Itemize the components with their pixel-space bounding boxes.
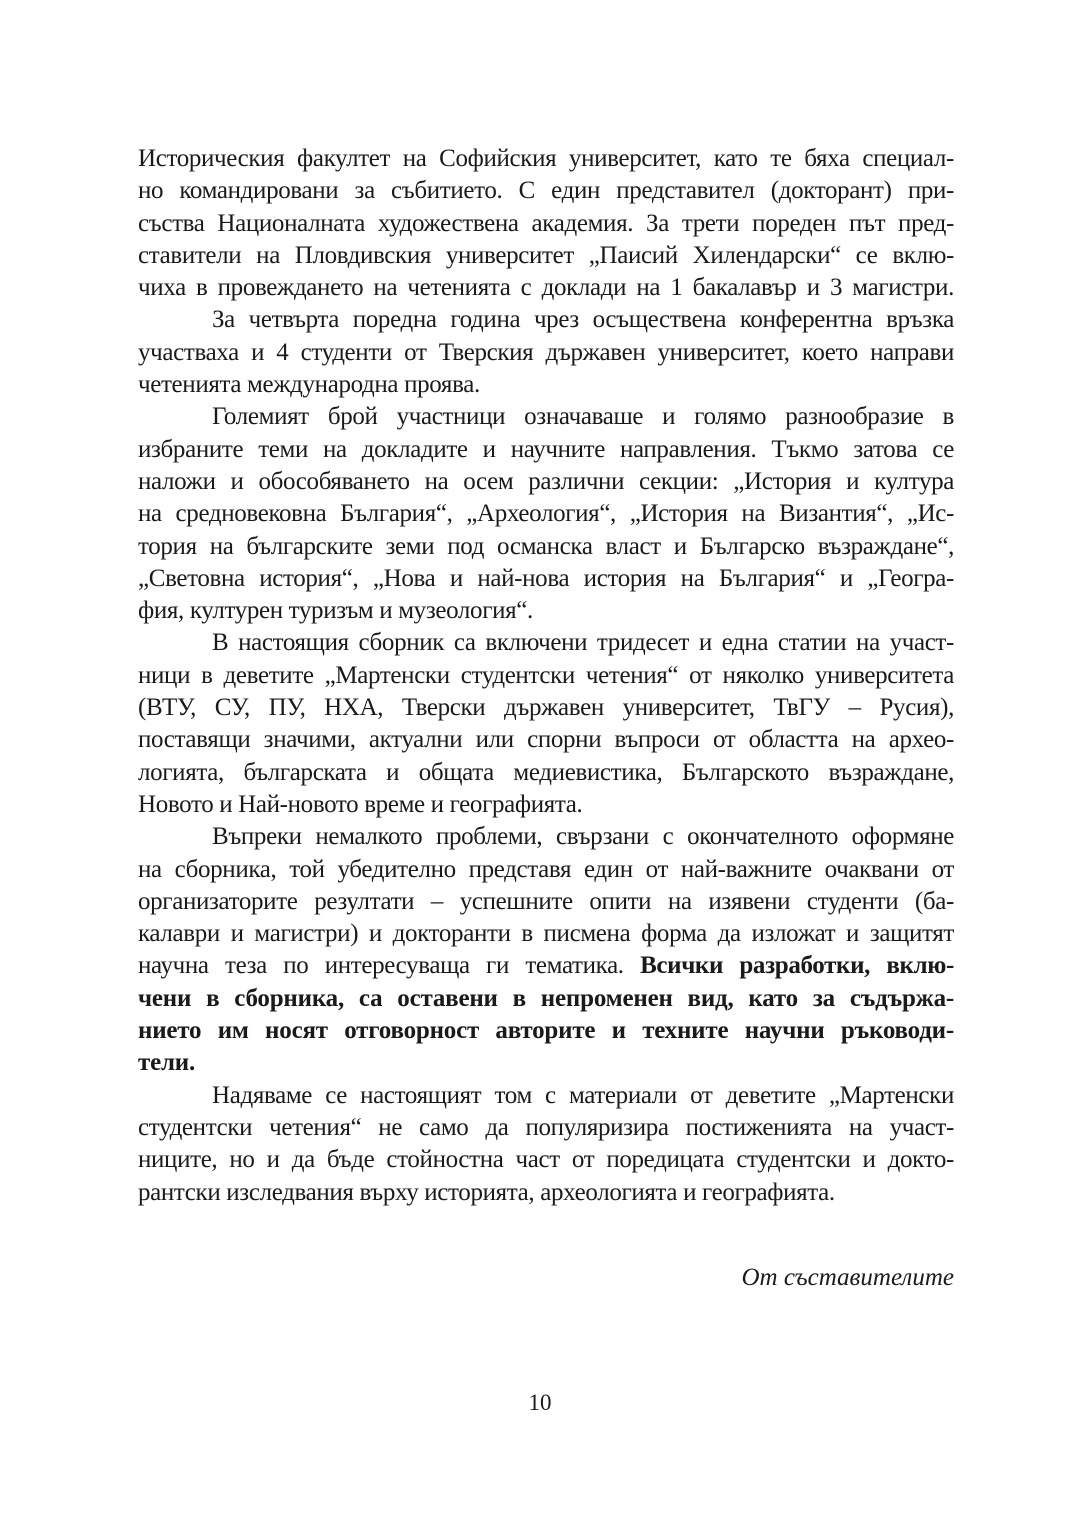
text-line: наложи и обособяването на осем различни секции: „История и култура bbox=[138, 467, 954, 495]
text-line: избраните теми на докладите и научните направления. Тъкмо затова се bbox=[138, 435, 954, 463]
text-line: четенията международна проява. bbox=[138, 371, 480, 399]
bold-text-line: нието им носят отговорност авторите и техните научни ръководи- bbox=[138, 1017, 954, 1045]
text-line: логията, българската и общата медиевистика, Българското възраждане, bbox=[138, 758, 954, 786]
mixed-text-line bbox=[138, 950, 954, 982]
text-line: калаври и магистри) и докторанти в писмена форма да изложат и защитят bbox=[138, 920, 954, 948]
text-line: съства Националната художествена академия. За трети пореден път пред- bbox=[138, 209, 954, 237]
paragraph-2 bbox=[138, 304, 954, 401]
page-number: 10 bbox=[528, 1390, 552, 1415]
text-line: рантски изследвания върху историята, археологията и географията. bbox=[138, 1178, 835, 1206]
paragraph-4 bbox=[138, 627, 954, 821]
text-line: чиха в провеждането на четенията с доклади на 1 бакалавър и 3 магистри. bbox=[138, 274, 954, 302]
text-line: Надяваме се настоящият том с материали от деветите „Мартенски bbox=[212, 1081, 954, 1109]
text-line: поставящи значими, актуални или спорни въпроси от областта на архео- bbox=[138, 726, 954, 754]
text-segment: научна теза по интересуваща ги тематика. bbox=[138, 952, 641, 980]
paragraph-6 bbox=[138, 1080, 954, 1209]
signature: От съставителите bbox=[741, 1264, 954, 1291]
text-line: студентски четения“ не само да популяризира постиженията на участ- bbox=[138, 1113, 954, 1141]
text-line: Големият брой участници означаваше и голямо разнообразие в bbox=[212, 403, 954, 431]
document-body bbox=[138, 143, 954, 1209]
bold-text-line: тели. bbox=[138, 1049, 196, 1077]
paragraph-3 bbox=[138, 401, 954, 627]
text-line: тория на българските земи под османска власт и Българско възраждане“, bbox=[138, 532, 954, 560]
text-line: организаторите резултати – успешните опити на изявени студенти (ба- bbox=[138, 887, 954, 915]
text-line: В настоящия сборник са включени тридесет и една статии на участ- bbox=[212, 629, 954, 657]
text-line: ниците, но и да бъде стойностна част от поредицата студентски и докто- bbox=[138, 1146, 954, 1174]
paragraph-1 bbox=[138, 143, 954, 304]
text-line: фия, културен туризъм и музеология“. bbox=[138, 597, 533, 625]
text-line: на средновековна България“, „Археология“, „История на Византия“, „Ис- bbox=[138, 500, 954, 528]
text-line: Въпреки немалкото проблеми, свързани с окончателното оформяне bbox=[212, 823, 954, 851]
bold-text-segment: Всички разработки, вклю- bbox=[640, 952, 955, 980]
bold-text-line: чени в сборника, са оставени в непроменен вид, като за съдържа- bbox=[138, 984, 954, 1012]
paragraph-5 bbox=[138, 821, 954, 1079]
text-line: участваха и 4 студенти от Тверския държавен университет, което направи bbox=[138, 338, 954, 366]
text-line: ници в деветите „Мартенски студентски четения“ от няколко университета bbox=[138, 661, 954, 689]
text-line: на сборника, той убедително представя един от най-важните очаквани от bbox=[138, 855, 954, 883]
text-line: Новото и Най-новото време и географията. bbox=[138, 790, 583, 818]
text-line: „Световна история“, „Нова и най-нова история на България“ и „Геогра- bbox=[138, 564, 954, 592]
text-line: Историческия факултет на Софийския университет, като те бяха специал- bbox=[138, 145, 954, 172]
text-line: (ВТУ, СУ, ПУ, НХА, Тверски държавен университет, ТвГУ – Русия), bbox=[138, 694, 954, 722]
text-line: ставители на Пловдивския университет „Паисий Хилендарски“ се вклю- bbox=[138, 241, 954, 269]
text-line: За четвърта поредна година чрез осъществена конферентна връзка bbox=[212, 306, 954, 334]
text-line: но командировани за събитието. С един представител (докторант) при- bbox=[138, 177, 954, 205]
